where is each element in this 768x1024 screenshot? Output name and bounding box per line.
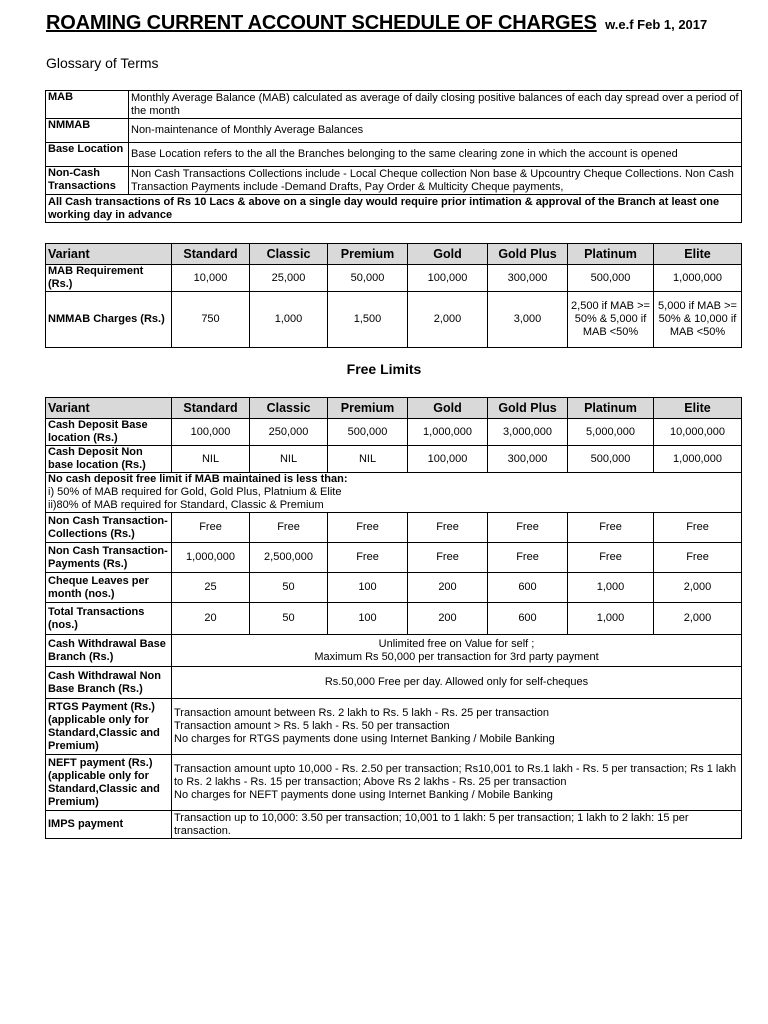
row-label: Cash Deposit Base location (Rs.) <box>46 419 172 446</box>
table-cell: 2,500,000 <box>250 543 328 573</box>
document-title <box>46 12 746 35</box>
table-row <box>46 811 742 839</box>
table-row <box>46 573 742 603</box>
column-header: Classic <box>250 244 328 265</box>
cash-withdrawal-base-cell <box>172 635 742 667</box>
table-cell: 10,000,000 <box>654 419 742 446</box>
cell-line: Transaction amount between Rs. 2 lakh to Rs. 5 lakh - Rs. 25 per transaction <box>174 707 549 719</box>
table-cell: Free <box>568 513 654 543</box>
column-header: Elite <box>654 244 742 265</box>
column-header: Standard <box>172 398 250 419</box>
glossary-term: NMMAB <box>46 119 129 143</box>
glossary-row <box>46 119 742 143</box>
glossary-note-row <box>46 195 742 223</box>
table-header-row <box>46 244 742 265</box>
table-cell: 200 <box>408 573 488 603</box>
table-cell: 750 <box>172 292 250 348</box>
table-cell: 10,000 <box>172 265 250 292</box>
cell-line: Maximum Rs 50,000 per transaction for 3rd party payment <box>314 650 599 663</box>
table-cell: 1,500 <box>328 292 408 348</box>
table-row <box>46 755 742 811</box>
mab-requirements-table <box>45 243 742 348</box>
row-label: Cash Withdrawal Base Branch (Rs.) <box>46 635 172 667</box>
table-cell: 500,000 <box>568 265 654 292</box>
table-cell: 25 <box>172 573 250 603</box>
row-label: Non Cash Transaction-Collections (Rs.) <box>46 513 172 543</box>
free-limits-table <box>45 397 742 839</box>
table-cell: 3,000 <box>488 292 568 348</box>
row-label: IMPS payment <box>46 811 172 839</box>
row-label: Cash Withdrawal Non Base Branch (Rs.) <box>46 667 172 699</box>
glossary-definition: Non Cash Transactions Collections include - Local Cheque collection Non base & Upcountry Cheque Collections. Non Cash Transaction Payments include -Demand Drafts, Pay Order & Multicity Cheque payments, <box>129 167 742 195</box>
table-cell: 1,000,000 <box>172 543 250 573</box>
note-line: ii)80% of MAB required for Standard, Classic & Premium <box>48 499 324 511</box>
table-cell: Free <box>250 513 328 543</box>
table-cell: Free <box>488 513 568 543</box>
table-cell: 500,000 <box>568 446 654 473</box>
table-cell: 600 <box>488 573 568 603</box>
column-header: Gold Plus <box>488 398 568 419</box>
table-cell: Free <box>172 513 250 543</box>
table-cell: 1,000 <box>568 573 654 603</box>
table-cell: NIL <box>172 446 250 473</box>
table-row <box>46 667 742 699</box>
table-cell: 2,000 <box>654 603 742 635</box>
column-header: Classic <box>250 398 328 419</box>
table-cell: 100,000 <box>408 446 488 473</box>
table-cell: 100 <box>328 603 408 635</box>
column-header: Gold <box>408 244 488 265</box>
cash-deposit-note <box>46 473 742 513</box>
row-label: Cash Deposit Non base location (Rs.) <box>46 446 172 473</box>
row-label: NEFT payment (Rs.) (applicable only for Standard,Classic and Premium) <box>46 755 172 811</box>
rtgs-cell <box>172 699 742 755</box>
table-cell: 500,000 <box>328 419 408 446</box>
table-cell: Free <box>328 543 408 573</box>
table-cell: 2,500 if MAB >= 50% & 5,000 if MAB <50% <box>568 292 654 348</box>
column-header: Gold Plus <box>488 244 568 265</box>
table-cell: 600 <box>488 603 568 635</box>
table-cell: 5,000,000 <box>568 419 654 446</box>
table-cell: Free <box>654 543 742 573</box>
table-cell: 300,000 <box>488 265 568 292</box>
column-header: Elite <box>654 398 742 419</box>
cell-line: Unlimited free on Value for self ; <box>378 637 535 650</box>
glossary-table <box>45 90 742 223</box>
table-cell: Free <box>488 543 568 573</box>
column-header: Premium <box>328 244 408 265</box>
table-cell: 20 <box>172 603 250 635</box>
table-row <box>46 419 742 446</box>
column-header: Variant <box>46 244 172 265</box>
table-row <box>46 699 742 755</box>
table-cell: NIL <box>250 446 328 473</box>
table-cell: 1,000 <box>568 603 654 635</box>
table-cell: 100,000 <box>408 265 488 292</box>
table-cell: Free <box>408 543 488 573</box>
table-row <box>46 603 742 635</box>
column-header: Premium <box>328 398 408 419</box>
table-cell: Free <box>654 513 742 543</box>
column-header: Variant <box>46 398 172 419</box>
table-cell: Free <box>568 543 654 573</box>
table-cell: Free <box>408 513 488 543</box>
table-cell: Transaction up to 10,000: 3.50 per transaction; 10,001 to 1 lakh: 5 per transaction; 1 lakh to 2 lakh: 15 per transaction. <box>172 811 742 839</box>
glossary-heading: Glossary of Terms <box>46 55 159 71</box>
table-row <box>46 543 742 573</box>
glossary-definition: Monthly Average Balance (MAB) calculated as average of daily closing positive balances of each day spread over a period of the month <box>129 91 742 119</box>
glossary-term: Base Location <box>46 143 129 167</box>
cell-line: Transaction amount > Rs. 5 lakh - Rs. 50 per transaction <box>174 720 450 732</box>
glossary-term: MAB <box>46 91 129 119</box>
row-label: Cheque Leaves per month (nos.) <box>46 573 172 603</box>
table-cell: 100 <box>328 573 408 603</box>
table-cell: 100,000 <box>172 419 250 446</box>
table-cell: 50 <box>250 573 328 603</box>
cash-deposit-note-row <box>46 473 742 513</box>
table-row <box>46 265 742 292</box>
table-cell: 250,000 <box>250 419 328 446</box>
table-cell: 3,000,000 <box>488 419 568 446</box>
title-effective-date: w.e.f Feb 1, 2017 <box>605 17 708 32</box>
cell-line: No charges for NEFT payments done using Internet Banking / Mobile Banking <box>174 789 553 801</box>
table-cell: 2,000 <box>408 292 488 348</box>
free-limits-heading: Free Limits <box>346 361 422 377</box>
glossary-term: Non-Cash Transactions <box>46 167 129 195</box>
table-cell: 1,000 <box>250 292 328 348</box>
glossary-row <box>46 91 742 119</box>
column-header: Platinum <box>568 398 654 419</box>
row-label: Non Cash Transaction-Payments (Rs.) <box>46 543 172 573</box>
glossary-definition: Base Location refers to the all the Branches belonging to the same clearing zone in which the account is opened <box>129 143 742 167</box>
table-cell: 50,000 <box>328 265 408 292</box>
column-header: Gold <box>408 398 488 419</box>
table-cell: Rs.50,000 Free per day. Allowed only for self-cheques <box>172 667 742 699</box>
column-header: Standard <box>172 244 250 265</box>
glossary-row <box>46 167 742 195</box>
note-title: No cash deposit free limit if MAB maintained is less than: <box>48 473 348 485</box>
table-cell: 1,000,000 <box>408 419 488 446</box>
column-header: Platinum <box>568 244 654 265</box>
table-cell: 2,000 <box>654 573 742 603</box>
neft-cell <box>172 755 742 811</box>
glossary-definition: Non-maintenance of Monthly Average Balances <box>129 119 742 143</box>
note-line: i) 50% of MAB required for Gold, Gold Plus, Platnium & Elite <box>48 486 342 498</box>
table-cell: Free <box>328 513 408 543</box>
row-label: Total Transactions (nos.) <box>46 603 172 635</box>
table-cell: 5,000 if MAB >= 50% & 10,000 if MAB <50% <box>654 292 742 348</box>
table-header-row <box>46 398 742 419</box>
cell-line: Transaction amount upto 10,000 - Rs. 2.50 per transaction; Rs10,001 to Rs.1 lakh - Rs. 5 per transaction; Rs 1 lakh to Rs. 2 lakhs - Rs. 15 per transaction; Above Rs 2 lakhs - Rs. 25 per transaction <box>174 763 737 788</box>
table-cell: 25,000 <box>250 265 328 292</box>
table-row <box>46 292 742 348</box>
title-main: ROAMING CURRENT ACCOUNT SCHEDULE OF CHARGES <box>46 12 597 34</box>
cell-line: No charges for RTGS payments done using Internet Banking / Mobile Banking <box>174 733 555 745</box>
table-cell: 200 <box>408 603 488 635</box>
table-cell: 300,000 <box>488 446 568 473</box>
glossary-note: All Cash transactions of Rs 10 Lacs & above on a single day would require prior intimation & approval of the Branch at least one working day in advance <box>46 195 742 223</box>
row-label: NMMAB Charges (Rs.) <box>46 292 172 348</box>
table-row <box>46 635 742 667</box>
table-row <box>46 446 742 473</box>
table-row <box>46 513 742 543</box>
glossary-row <box>46 143 742 167</box>
table-cell: 1,000,000 <box>654 446 742 473</box>
table-cell: 1,000,000 <box>654 265 742 292</box>
table-cell: NIL <box>328 446 408 473</box>
row-label: MAB Requirement (Rs.) <box>46 265 172 292</box>
table-cell: 50 <box>250 603 328 635</box>
row-label: RTGS Payment (Rs.) (applicable only for Standard,Classic and Premium) <box>46 699 172 755</box>
